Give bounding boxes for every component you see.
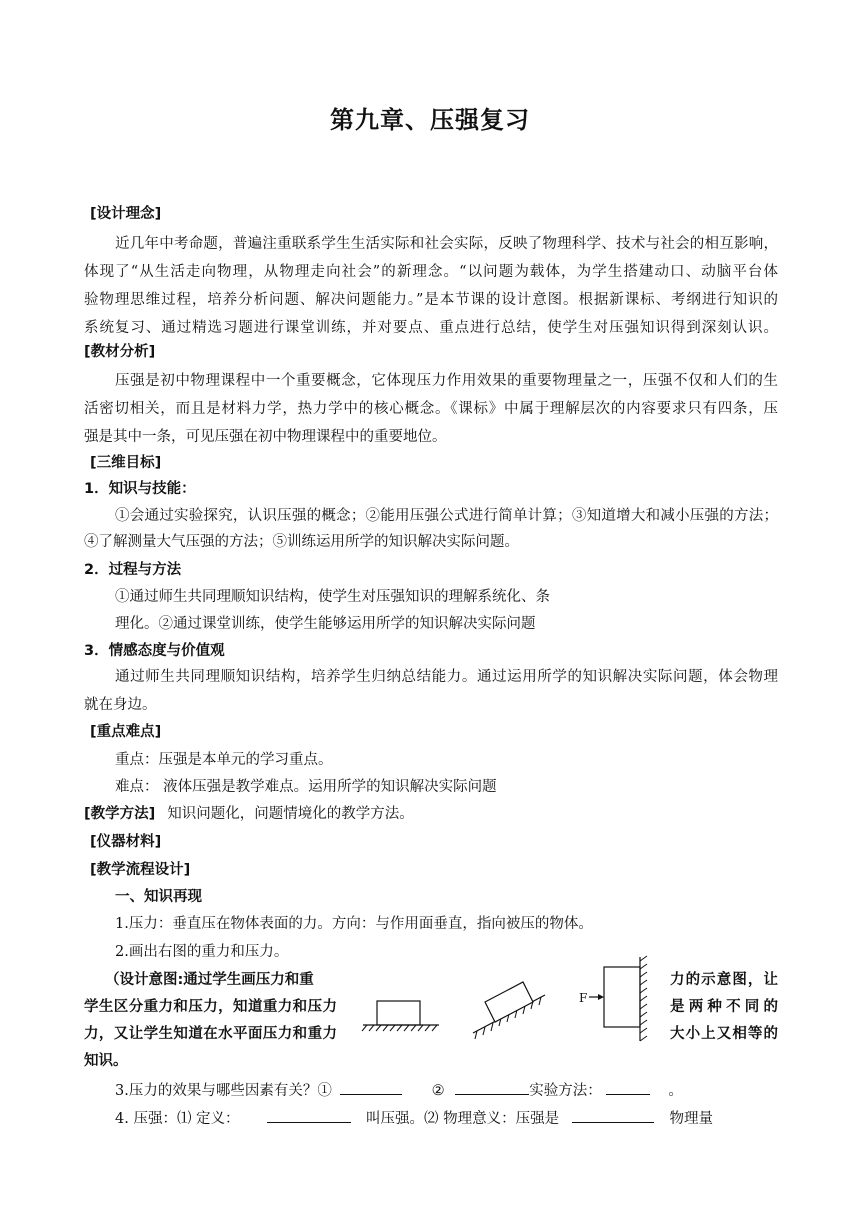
intent-left-1: （设计意图:通过学生画压力和重 bbox=[105, 972, 314, 988]
item3-blank-2[interactable] bbox=[455, 1080, 529, 1095]
item4-blank-1[interactable] bbox=[267, 1108, 351, 1123]
material-heading: [教材分析] bbox=[84, 344, 156, 360]
force-label: F bbox=[579, 991, 588, 1005]
material-line-3: 强是其中一条，可见压强在初中物理课程中的重要地位。 bbox=[84, 429, 447, 445]
design-line-3: 验物理思维过程，培养分析问题、解决问题能力。”是本节课的设计意图。根据新课标、考纲进行知识的 bbox=[84, 292, 778, 308]
goal2-line-1: ①通过师生共同理顺知识结构，使学生对压强知识的理解系统化、条 bbox=[115, 589, 550, 605]
flow-item-4 bbox=[115, 1108, 713, 1129]
incline-figure bbox=[473, 982, 545, 1039]
design-line-2: 体现了“从生活走向物理，从物理走向社会”的新理念。“以问题为载体，为学生搭建动口、动脑平台体 bbox=[84, 264, 778, 280]
intent-left-4: 知识。 bbox=[84, 1053, 128, 1069]
intent-right-1: 力的示意图，让 bbox=[670, 972, 778, 988]
force-diagrams bbox=[355, 955, 665, 1050]
intent-left-2: 学生区分重力和压力，知道重力和压力 bbox=[84, 999, 337, 1015]
key-heading: [重点难点] bbox=[90, 724, 162, 740]
item4-blank-2[interactable] bbox=[572, 1108, 654, 1123]
goals-heading: [三维目标] bbox=[90, 455, 162, 471]
method-heading: [教学方法] bbox=[84, 806, 156, 822]
flow-item-2: 2.画出右图的重力和压力。 bbox=[115, 944, 289, 960]
goal1-title: 1．知识与技能： bbox=[84, 481, 196, 497]
item4-meaning-label: 叫压强。⑵ 物理意义：压强是 bbox=[366, 1111, 560, 1127]
intent-left-3: 力，又让学生知道在水平面压力和重力 bbox=[84, 1026, 337, 1042]
horizontal-surface-figure bbox=[362, 1001, 439, 1031]
goal3-title: 3．情感态度与价值观 bbox=[84, 643, 225, 659]
item3-question: 3.压力的效果与哪些因素有关？① bbox=[115, 1083, 332, 1099]
goal3-line-1: 通过师生共同理顺知识结构，培养学生归纳总结能力。通过运用所学的知识解决实际问题，体会物理 bbox=[115, 669, 778, 685]
item3-end: 。 bbox=[668, 1083, 683, 1099]
item3-blank-1[interactable] bbox=[340, 1080, 402, 1095]
goal1-line-2: ④了解测量大气压强的方法；⑤训练运用所学的知识解决实际问题。 bbox=[84, 534, 519, 550]
equipment-heading: [仪器材料] bbox=[90, 834, 162, 850]
flow-item-3 bbox=[115, 1080, 683, 1101]
goal1-line-1: ①会通过实验探究，认识压强的概念；②能用压强公式进行简单计算；③知道增大和减小压强的方法； bbox=[115, 508, 778, 524]
flow-item-1: 1.压力：垂直压在物体表面的力。方向：与作用面垂直，指向被压的物体。 bbox=[115, 916, 593, 932]
item4-end: 物理量 bbox=[669, 1111, 714, 1127]
item4-definition-label: 4. 压强：⑴ 定义： bbox=[115, 1111, 240, 1127]
design-heading: [设计理念] bbox=[90, 206, 162, 222]
material-line-2: 活密切相关，而且是材料力学，热力学中的核心概念。《课标》中属于理解层次的内容要求只有四条，压 bbox=[84, 401, 778, 417]
method-text: 知识问题化，问题情境化的教学方法。 bbox=[167, 806, 414, 822]
key-point: 重点：压强是本单元的学习重点。 bbox=[115, 752, 333, 768]
design-line-1: 近几年中考命题，普遍注重联系学生生活实际和社会实际，反映了物理科学、技术与社会的相互影响， bbox=[115, 236, 778, 252]
flow-heading: [教学流程设计] bbox=[90, 862, 191, 878]
flow-sub-knowledge: 一、知识再现 bbox=[115, 889, 202, 905]
page-title: 第九章、压强复习 bbox=[330, 106, 530, 134]
goal3-line-2: 就在身边。 bbox=[84, 697, 157, 713]
item3-blank-3[interactable] bbox=[606, 1080, 650, 1095]
item3-circle-2: ② bbox=[431, 1083, 445, 1099]
design-line-4: 系统复习、通过精选习题进行课堂训练，并对要点、重点进行总结，使学生对压强知识得到深刻认识。 bbox=[84, 320, 778, 336]
intent-right-2: 是两种不同的 bbox=[670, 999, 778, 1015]
intent-right-3: 大小上又相等的 bbox=[670, 1026, 778, 1042]
goal2-title: 2．过程与方法 bbox=[84, 562, 182, 578]
item3-method-label: 实验方法： bbox=[529, 1083, 602, 1099]
difficult-point: 难点： 液体压强是教学难点。运用所学的知识解决实际问题 bbox=[115, 779, 497, 795]
wall-figure bbox=[579, 956, 647, 1041]
goal2-line-2: 理化。②通过课堂训练，使学生能够运用所学的知识解决实际问题 bbox=[115, 616, 536, 632]
material-line-1: 压强是初中物理课程中一个重要概念，它体现压力作用效果的重要物理量之一，压强不仅和人们的生 bbox=[115, 373, 778, 389]
